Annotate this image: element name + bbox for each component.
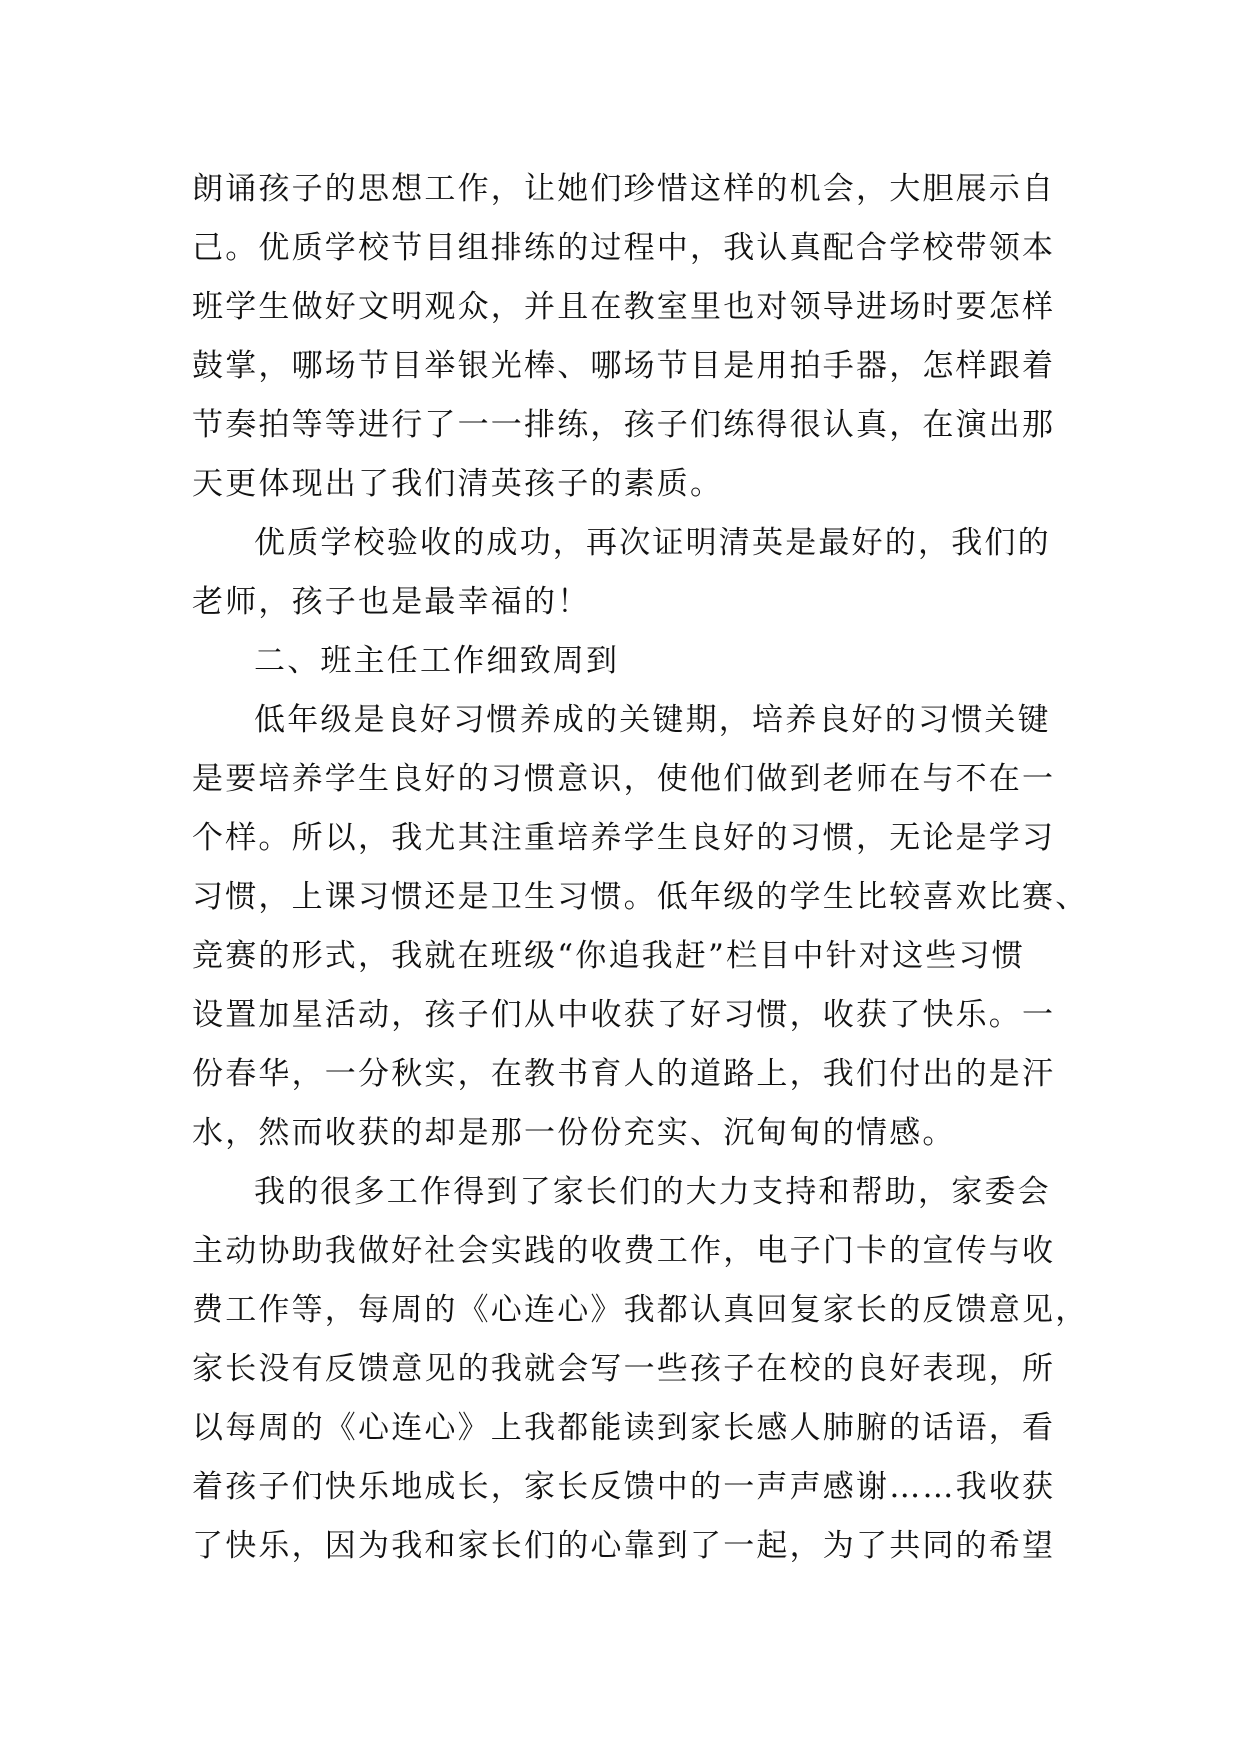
text-line: 水，然而收获的却是那一份份充实、沉甸甸的情感。 [192, 1115, 956, 1151]
text-line: 鼓掌，哪场节目举银光棒、哪场节目是用拍手器，怎样跟着 [192, 348, 1056, 384]
text-line: 家长没有反馈意见的我就会写一些孩子在校的良好表现，所 [192, 1351, 1056, 1387]
paragraph-start-line: 低年级是良好习惯养成的关键期，培养良好的习惯关键 [254, 702, 1051, 738]
paragraph-start-line: 优质学校验收的成功，再次证明清英是最好的，我们的 [254, 525, 1051, 561]
text-line: 是要培养学生良好的习惯意识，使他们做到老师在与不在一 [192, 761, 1056, 797]
text-line: 着孩子们快乐地成长，家长反馈中的一声声感谢……我收获 [192, 1469, 1056, 1505]
text-line: 设置加星活动，孩子们从中收获了好习惯，收获了快乐。一 [192, 997, 1056, 1033]
text-line: 天更体现出了我们清英孩子的素质。 [192, 466, 724, 502]
text-line: 个样。所以，我尤其注重培养学生良好的习惯，无论是学习 [192, 820, 1056, 856]
text-line: 竞赛的形式，我就在班级“你追我赶”栏目中针对这些习惯 [192, 938, 1025, 974]
text-line: 老师，孩子也是最幸福的！ [192, 584, 591, 620]
text-line: 节奏拍等等进行了一一排练，孩子们练得很认真，在演出那 [192, 407, 1056, 443]
text-line: 朗诵孩子的思想工作，让她们珍惜这样的机会，大胆展示自 [192, 171, 1056, 207]
document-body [192, 160, 1089, 1576]
text-line: 了快乐，因为我和家长们的心靠到了一起，为了共同的希望 [192, 1528, 1056, 1564]
text-line: 习惯，上课习惯还是卫生习惯。低年级的学生比较喜欢比赛、 [192, 879, 1089, 915]
text-line: 主动协助我做好社会实践的收费工作，电子门卡的宣传与收 [192, 1233, 1056, 1269]
text-line: 份春华，一分秋实，在教书育人的道路上，我们付出的是汗 [192, 1056, 1056, 1092]
text-line: 班学生做好文明观众，并且在教室里也对领导进场时要怎样 [192, 289, 1056, 325]
text-line: 以每周的《心连心》上我都能读到家长感人肺腑的话语，看 [192, 1410, 1056, 1446]
text-line: 费工作等，每周的《心连心》我都认真回复家长的反馈意见， [192, 1292, 1089, 1328]
text-line: 己。优质学校节目组排练的过程中，我认真配合学校带领本 [192, 230, 1056, 266]
section-heading: 二、班主任工作细致周到 [254, 643, 620, 679]
paragraph-start-line: 我的很多工作得到了家长们的大力支持和帮助，家委会 [254, 1174, 1051, 1210]
